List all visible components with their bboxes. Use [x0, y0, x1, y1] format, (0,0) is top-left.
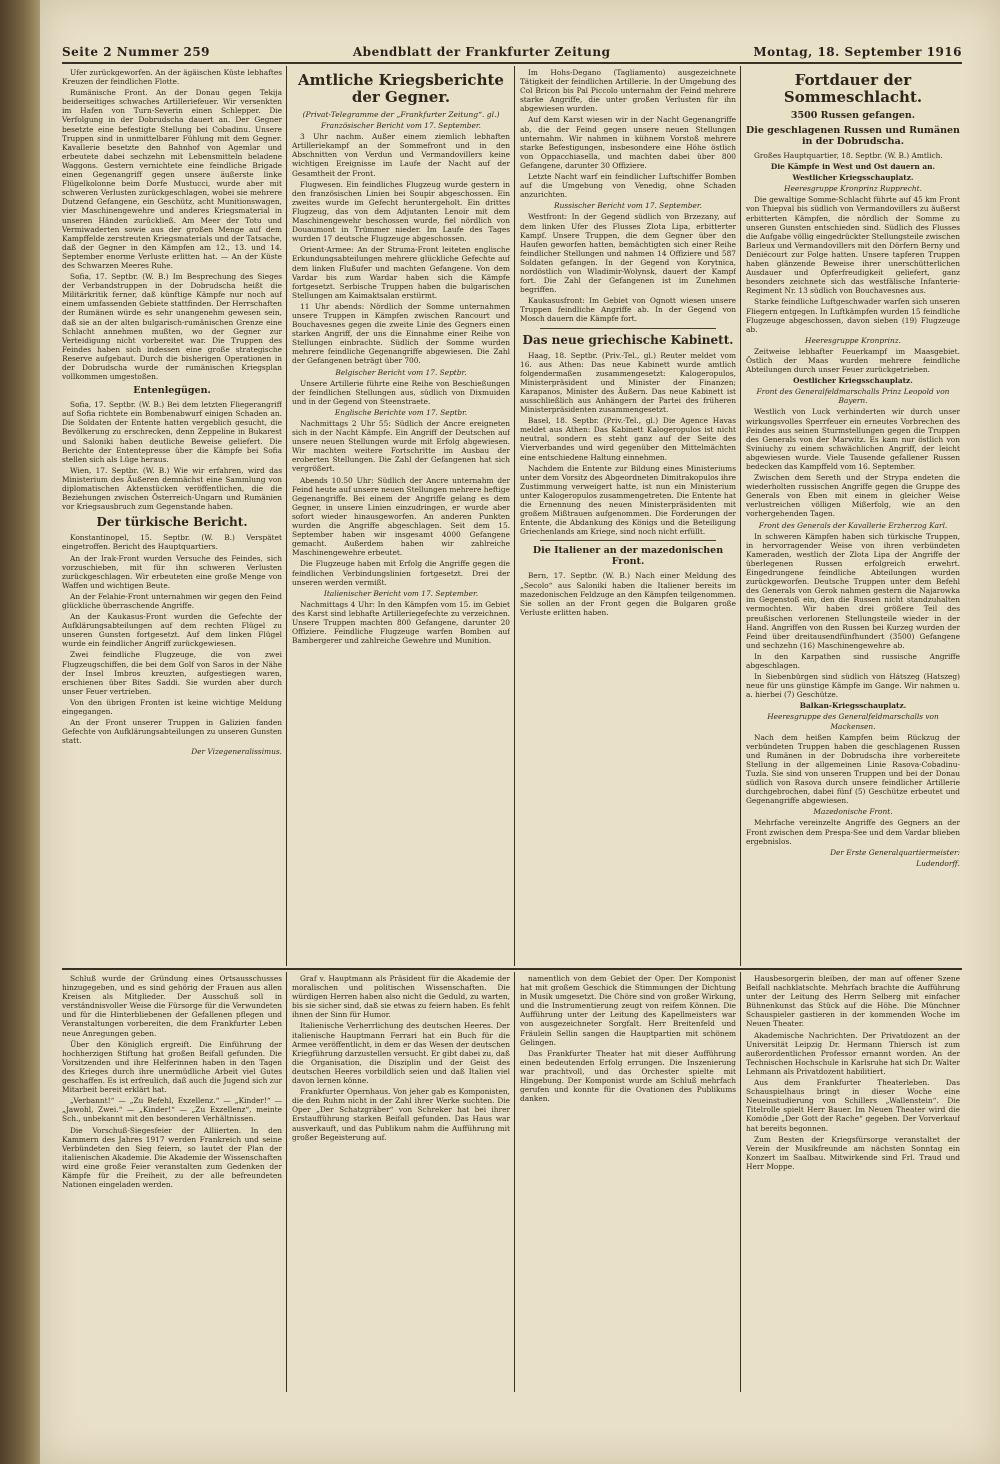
report-heading: Russischer Bericht vom 17. September. — [554, 201, 702, 211]
section-heading: Der türkische Bericht. — [96, 515, 248, 530]
article-paragraph: Haag, 18. Septbr. (Priv.-Tel., gl.) Reuter meldet vom 16. aus Athen: Das neue Kabinett wurde amtlich folgendermaßen zusammengesetzt: Kalogeropulos, Ministerpräsident und Minister der Finanzen; Karapanos, Minister des Äußern. Das neue Kabinett ist ausschließlich aus Anhängern der Partei des früheren Ministerpräsidenten zusammengesetzt. — [520, 350, 736, 415]
section-subheading: Die geschlagenen Russen und Rumänen in der Dobrudscha. — [746, 125, 960, 147]
article-paragraph: Mehrfache vereinzelte Angriffe des Gegners an der Front zwischen dem Prespa-See und dem Vardar blieben ergebnislos. — [746, 818, 960, 846]
article-paragraph: In den Karpathen sind russische Angriffe abgeschlagen. — [746, 651, 960, 670]
army-group-heading: Heeresgruppe des Generalfeldmarschalls von Mackensen. — [767, 712, 939, 731]
army-group-heading: Heeresgruppe Kronprinz Rupprecht. — [784, 184, 922, 194]
report-heading: Italienischer Bericht vom 17. September. — [323, 588, 479, 598]
column-rule-2 — [514, 66, 515, 966]
article-paragraph: Nachmittags 2 Uhr 55: Südlich der Ancre ereigneten sich in der Nacht Kämpfe. Ein Angriff der Deutschen auf unsere neuen Stellungen wurde mit Erfolg abgewiesen. Wir machten weitere Fortschritte im Ausbau der eroberten Stellungen. Die Zahl der Gefangenen hat sich vergrößert. — [292, 419, 510, 474]
masthead — [62, 40, 962, 64]
article-paragraph: Im Hohs-Degano (Tagliamento) ausgezeichnete Tätigkeit der feindlichen Artillerie. In der Umgebung des Col Bricon bis Pal Piccolo unternahm der Feind mehrere starke Angriffe, die unter großen Verlusten für ihn abgewiesen wurden. — [520, 68, 736, 114]
divider — [540, 328, 716, 329]
feuilleton-rule-2 — [514, 972, 515, 1392]
article-paragraph: Ufer zurückgeworfen. An der ägäischen Küste lebhaftes Kreuzen der feindlichen Flotte. — [62, 68, 282, 87]
feuilleton-rule-1 — [286, 972, 287, 1392]
newspaper-title: Abendblatt der Frankfurter Zeitung — [352, 45, 611, 59]
article-paragraph: Westlich von Luck verhinderten wir durch unser wirkungsvolles Sperrfeuer ein erneutes Vorbrechen des Feindes aus seinen Sturmstellungen gegen die Truppen des Generals von der Marwitz. Es kam nur östlich von Sviniuchy zu einem schwächlichen Angriff, der leicht abgewiesen wurde. Viele Tausende gefallener Russen bedecken das Kampffeld vom 16. September. — [746, 407, 960, 471]
article-paragraph: Zwischen dem Sereth und der Strypa endeten die wiederholten russischen Angriffe gegen die Gruppe des Generals von Eben mit einem in gleicher Weise verlustreichen völligen Mißerfolg, wie an den vorhergehenden Tagen. — [746, 473, 960, 519]
feuilleton-paragraph: „Verbannt!“ — „Zu Befehl, Exzellenz.“ — „Kinder!“ — „Jawohl, Zwei.“ — „Kinder!“ — „Zu Exzellenz“, meinte Sch., unbekannt mit den besonderen Verhältnissen. — [62, 1096, 282, 1124]
column-3 — [520, 68, 736, 966]
feuilleton-paragraph: Über den Königlich ergreift. Die Einführung der hochherzigen Stiftung hat großen Beifall gefunden. Die Vorsitzenden und ihre Helferinnen haben in den Tagen des Krieges durch ihre unermüdliche Arbeit viel Gutes geschaffen. Es ist erfreulich, daß auch die Jugend sich zur Mitarbeit bereit erklärt hat. — [62, 1039, 282, 1095]
feuilleton-column-3 — [520, 974, 736, 1392]
army-group-heading: Mazedonische Front. — [813, 807, 893, 817]
article-paragraph: Abends 10.50 Uhr: Südlich der Ancre unternahm der Feind heute auf unsere neuen Stellungen mehrere heftige Gegenangriffe. Bei einem der Angriffe gelang es dem Gegner, in unsere Linien einzudringen, er wurde aber sofort wieder hinausgeworfen. An anderen Punkten wurden die Angriffe abgeschlagen. Seit dem 15. September haben wir insgesamt 4000 Gefangene gemacht. Außerdem haben wir zahlreiche Maschinengewehre erbeutet. — [292, 475, 510, 558]
feuilleton-paragraph: Die Vorschuß-Siegesfeier der Alliierten. In den Kammern des Jahres 1917 werden Frankreich und seine Verbündeten den Sieg feiern, so lautet der Plan der italienischen Akademie. Die Akademie der Wissenschaften wird eine große Feier veranstalten zum Gedenken der Kämpfe für die Freiheit, zu der alle befreundeten Nationen eingeladen werden. — [62, 1125, 282, 1190]
article-paragraph: Konstantinopel, 15. Septbr. (W. B.) Verspätet eingetroffen. Bericht des Hauptquartiers. — [62, 533, 282, 552]
feuilleton-rule — [62, 968, 962, 970]
article-paragraph: An der Irak-Front wurden Versuche des Feindes, sich vorzuschieben, mit für ihn schweren Verlusten zurückgeschlagen. Wir erbeuteten eine große Menge von Waffen und wichtigen Beute. — [62, 553, 282, 590]
article-paragraph: In Siebenbürgen sind südlich von Hátszeg (Hatszeg) neue für uns günstige Kämpfe im Gange. Wir nahmen u. a. hierbei (7) Geschütze. — [746, 672, 960, 700]
article-paragraph: 3 Uhr nachm. Außer einem ziemlich lebhaften Artilleriekampf an der Sommefront und in den Abschnitten von Verdun und Vermandovillers keine wichtigen Ereignisse im Laufe der Nacht auf der Gesamtheit der Front. — [292, 132, 510, 178]
article-paragraph: Auf dem Karst wiesen wir in der Nacht Gegenangriffe ab, die der Feind gegen unsere neuen Stellungen unternahm. Wir nahmen in kühnem Vorstoß mehrere starke Befestigungen, insbesondere eine Höhe östlich von Oppacchiasella, und machten dabei über 800 Gefangene, darunter 30 Offiziere. — [520, 115, 736, 170]
column-1 — [62, 68, 282, 966]
feuilleton-paragraph: Graf v. Hauptmann als Präsident für die Akademie der moralischen und politischen Wissenschaften. Die würdigen Herren haben also nicht die Geduld, zu warten, bis sie sicher sind, daß sie etwas zu feiern haben. Es fehlt ihnen der Sinn für Humor. — [292, 974, 510, 1020]
theater-heading: Westlicher Kriegsschauplatz. — [792, 173, 914, 183]
section-subtitle: (Privat-Telegramme der „Frankfurter Zeitung“. gl.) — [302, 110, 500, 119]
article-paragraph: Orient-Armee: An der Struma-Front leiteten englische Erkundungsabteilungen mehrere glückliche Gefechte auf dem linken Flußufer und machten Gefangene. Von dem Vardar bis zum Wardar haben sich die Kämpfe fortgesetzt. Serbische Truppen haben die bulgarischen Stellungen am Kaimaktsalan erstürmt. — [292, 245, 510, 300]
column-rule-3 — [740, 66, 741, 966]
feuilleton-paragraph: Das Frankfurter Theater hat mit dieser Aufführung einen bedeutenden Erfolg errungen. Die Inszenierung war prachtvoll, und das Orchester spielte mit Hingebung. Der Komponist wurde am Schluß mehrfach gerufen und konnte für die Ovationen des Publikums danken. — [520, 1048, 736, 1104]
section-heading: Fortdauer der Sommeschlacht. — [783, 71, 923, 106]
army-group-heading: Front des Generals der Kavallerie Erzherzog Karl. — [758, 520, 948, 530]
article-paragraph: Die gewaltige Somme-Schlacht führte auf 45 km Front von Thiepval bis südlich von Vermandovillers zu äußerst erbitterten Kämpfen, die nördlich der Somme zu unseren Gunsten entschieden sind. Südlich des Flusses die Aufgabe völlig eingedrückter Stellungsteile zwischen Barleux und Vermandovillers mit den Dörfern Berny und Deniécourt zur Folge hatten. Unsere tapferen Truppen haben glänzende Beweise ihrer unerschütterlichen Ausdauer und Opferfreudigkeit geliefert, ganz besonders zeichnete sich das westfälische Infanterie-Regiment Nr. 13 südlich von Bouchavesnes aus. — [746, 195, 960, 296]
column-rule-1 — [286, 66, 287, 966]
feuilleton-paragraph: Hausbesorgerin bleiben, der man auf offener Szene Beifall nachklatschte. Mehrfach brachte die Aufführung unter der Leitung des Herrn Selberg mit einfacher Bühnenkunst das Stück auf die Höhe. Die Münchner Schauspieler gastieren in der kommenden Woche im Neuen Theater. — [746, 974, 960, 1029]
article-paragraph: Großes Hauptquartier, 18. Septbr. (W. B.) Amtlich. — [754, 151, 943, 160]
article-paragraph: Die Flugzeuge haben mit Erfolg die Angriffe gegen die feindlichen Verbindungslinien fortgesetzt. Drei der unseren werden vermißt. — [292, 559, 510, 587]
article-paragraph: Starke feindliche Luftgeschwader warfen sich unseren Fliegern entgegen. In Luftkämpfen wurden 15 feindliche Flugzeuge abgeschossen, davon sieben (19) Flugzeuge ab. — [746, 297, 960, 334]
report-heading: Englische Berichte vom 17. Septbr. — [334, 407, 468, 417]
feuilleton-paragraph: Frankfurter Opernhaus. Von jeher gab es Komponisten, die den Ruhm nicht in der Zahl ihrer Werke suchten. Die Oper „Der Schatzgräber“ von Schreker hat bei ihrer Erstaufführung starken Beifall gefunden. Das Haus war ausverkauft, und das Publikum nahm die Aufführung mit großer Begeisterung auf. — [292, 1087, 510, 1142]
article-paragraph: Nach dem heißen Kampfen beim Rückzug der verbündeten Truppen haben die geschlagenen Russen und Rumänen in der Dobrudscha ihre vorbereitete Stellung in der allgemeinen Linie Rasova-Cobadinu-Tuzla. Sie sind von unseren Truppen und bei der Donau südlich von Rasova durch unsere feindlicher Artillerie durchgebrochen, dabei fünf (5) Geschütze erbeutet und Gegenangriffe abgewiesen. — [746, 732, 960, 806]
article-paragraph: Rumänische Front. An der Donau gegen Tekija beiderseitiges schwaches Artilleriefeuer. Wir versenkten im Hafen von Turn-Severin einen Schlepper. Die Verfolgung in der Dobrudscha dauert an. Der Gegner besetzte eine befestigte Stellung bei Cobadinu. Unsere Truppen sind in unmittelbarer Fühlung mit dem Gegner. Kavallerie besetzte den Bahnhof von Agemlar und erbeutete dabei sechzehn mit Lebensmitteln beladene Waggons. Gestern vernichtete eine feindliche Brigade einen Gegenangriff gegen unsere äußerste linke Flügelkolonne beim Dorfe Mustucci, wurde aber mit schweren Verlusten zurückgeschlagen, wobei sie mehrere Dutzend Gefangene, ein Geschütz, acht Munitionswagen, vier Maschinengewehre und anderes Kriegsmaterial in unseren Händen zurückließ. Am Meer der Totu und Vermiwaderten sowie aus der großen Menge auf dem Kampffelde zerstreuten Kriegsmaterials und der Tatsache, daß der Gegner in den Kämpfen am 12., 13. und 14. September enorme Verluste erlitten hat. — An der Küste des Schwarzen Meeres Ruhe. — [62, 88, 282, 270]
feuilleton-column-2 — [292, 974, 510, 1392]
feuilleton-paragraph: Zum Besten der Kriegsfürsorge veranstaltet der Verein der Musikfreunde am nächsten Sonntag ein Konzert im Saalbau. Mitwirkende sind Frl. Traud und Herr Moppe. — [746, 1134, 960, 1171]
feuilleton-paragraph: Schluß wurde der Gründung eines Ortsausschusses hinzugegeben, und es sind gehörig der Frauen aus allen Kreisen als Mitglieder. Der Ausschuß soll in verständnisvoller Weise die Fürsorge für die Verwundeten und für die Hinterbliebenen der Gefallenen pflegen und Veranstaltungen vorbereiten, die dem Frankfurter Leben neue Anregungen geben. — [62, 974, 282, 1038]
article-paragraph: Flugwesen. Ein feindliches Flugzeug wurde gestern in den französischen Linien bei Soupir abgeschossen. Ein zweites wurde im Gefecht heruntergeholt. Ein drittes Flugzeug, das von dem Adjutanten Lenoir mit dem Maschinengewehr beschossen wurde, fiel nördlich von Douaumont in Trümmer nieder. Im Laufe des Tages wurden 17 deutsche Flugzeuge abgeschossen. — [292, 179, 510, 244]
army-group-heading: Heeresgruppe Kronprinz. — [805, 335, 901, 345]
section-subheading: 3500 Russen gefangen. — [790, 110, 916, 121]
article-paragraph: Sofia, 17. Septbr. (W. B.) Bei dem letzten Fliegerangriff auf Sofia richtete ein Bombenabwurf einigen Schaden an. Die Soldaten der Entente hatten vergeblich gesucht, die Bevölkerung zu erschrecken, denn Zeppeline in Bukarest und Saloniki haben deutliche Beweise geliefert. Die Berichte der Ententepresse über die Kämpfe bei Sofia stellen sich als Lüge heraus. — [62, 400, 282, 464]
feuilleton-paragraph: Aus dem Frankfurter Theaterleben. Das Schauspielhaus bringt in dieser Woche eine Neueinstudierung von Schillers „Wallenstein“. Die Titelrolle spielt Herr Bauer. Im Neuen Theater wird die Komödie „Der Gott der Rache“ gegeben. Der Vorverkauf hat bereits begonnen. — [746, 1078, 960, 1133]
article-paragraph: Die Kämpfe in West und Ost dauern an. — [770, 162, 936, 172]
report-heading: Belgischer Bericht vom 17. Septbr. — [335, 367, 467, 377]
article-paragraph: Von den übrigen Fronten ist keine wichtige Meldung eingegangen. — [62, 697, 282, 716]
divider — [540, 540, 716, 541]
feuilleton-column-4 — [746, 974, 960, 1392]
column-2 — [292, 68, 510, 966]
column-4 — [746, 68, 960, 966]
article-paragraph: Nachmittags 4 Uhr: In den Kämpfen vom 15. im Gebiet des Karst sind lebhafte Artilleriegefechte zu verzeichnen. Unsere Truppen machten 800 Gefangene, darunter 20 Offiziere. Feindliche Flugzeuge warfen Bomben auf Bambergerer und zahlreiche Gewehre und Munition. — [292, 599, 510, 646]
article-paragraph: Bern, 17. Septbr. (W. B.) Nach einer Meldung des „Secolo“ aus Saloniki haben die Italiener bereits im mazedonischen Feldzuge an den Kämpfen teilgenommen. Sie sollen an der Front gegen die Bulgaren große Verluste erlitten haben. — [520, 571, 736, 617]
article-paragraph: Letzte Nacht warf ein feindlicher Luftschiffer Bomben auf die Umgebung von Venedig, ohne Schaden anzurichten. — [520, 172, 736, 200]
article-paragraph: Wien, 17. Septbr. (W. B.) Wie wir erfahren, wird das Ministerium des Äußeren demnächst eine Sammlung von diplomatischen Aktenstücken veröffentlichen, die die Beziehungen zwischen Österreich-Ungarn und Rumänien vor Kriegsausbruch zum Gegenstande haben. — [62, 465, 282, 512]
section-heading: Die Italiener an der mazedonischen Front. — [532, 545, 724, 568]
report-heading: Französischer Bericht vom 17. September. — [321, 121, 481, 131]
article-paragraph: An der Felahie-Front unternahmen wir gegen den Feind glückliche überraschende Angriffe. — [62, 591, 282, 610]
book-binding — [0, 0, 40, 1464]
signature: Der Vizegeneralissimus. — [191, 747, 282, 757]
article-paragraph: An der Kaukasus-Front wurden die Gefechte der Aufklärungsabteilungen auf dem rechten Flügel zu unseren Gunsten fortgesetzt. Auf dem linken Flügel wurde ein feindlicher Angriff zurückgewiesen. — [62, 612, 282, 649]
signature-title: Der Erste Generalquartiermeister: — [830, 847, 960, 857]
signature: Ludendorff. — [916, 858, 960, 868]
article-paragraph: Unsere Artillerie führte eine Reihe von Beschießungen der feindlichen Stellungen aus, südlich von Dixmuiden und in der Gegend von Steenstraete. — [292, 378, 510, 406]
army-group-heading: Front des Generalfeldmarschalls Prinz Leopold von Bayern. — [756, 387, 950, 406]
section-heading: Amtliche Kriegsberichte der Gegner. — [298, 71, 504, 106]
article-paragraph: An der Front unserer Truppen in Galizien fanden Gefechte von Aufklärungsabteilungen zu unseren Gunsten statt. — [62, 718, 282, 746]
section-heading: Das neue griechische Kabinett. — [522, 332, 734, 347]
feuilleton-rule-3 — [740, 972, 741, 1392]
article-paragraph: 11 Uhr abends: Nördlich der Somme unternahmen unsere Truppen in Kämpfen zwischen Rancourt und Bouchavesnes gegen die zweite Linie des Gegners einen starken Angriff, der uns die Einnahme einer Reihe von Stellungen einbrachte. Südlich der Somme wurden mehrere feindliche Gegenangriffe abgewiesen. Die Zahl der Gefangenen beträgt über 700. — [292, 301, 510, 366]
article-paragraph: Sofia, 17. Septbr. (W. B.) Im Besprechung des Sieges der Verbandstruppen in der Dobrudscha heißt die Militärkritik ferner, daß künftige Kämpfe nur noch auf einem umfassenden Gebiete stattfinden. Der Herrschaften der Rumänen würde es sehr unangenehm gewesen sein, daß sie an der alten bulgarisch-rumänischen Grenze eine Schlacht annehmen mußten, wo der Gegner zur Verteidigung nicht vorbereitet war. Die Truppen des Feindes haben sich indessen eine große strategische Reserve aufgebaut. Durch die bisherigen Operationen in der Dobrudscha wurde der rumänischen Kriegsplan vollkommen umgestoßen. — [62, 272, 282, 382]
article-paragraph: Kaukasusfront: Im Gebiet von Ognott wiesen unsere Truppen feindliche Angriffe ab. In der Gegend von Mosch dauern die Kämpfe fort. — [520, 296, 736, 324]
article-paragraph: Westfront: In der Gegend südlich von Brzezany, auf dem linken Ufer des Flusses Zlota Lipa, erbitterter Kampf. Unsere Truppen, die dem Gegner über den Haufen geworfen hatten, bemächtigten sich einer Reihe feindlicher Stellungen und nahmen 14 Offiziere und 587 Soldaten gefangen. In der Gegend von Korytnica, nordöstlich von Wladimir-Wolynsk, dauert der Kampf fort. Die Zahl der Gefangenen ist im Zunehmen begriffen. — [520, 212, 736, 295]
feuilleton-column-1 — [62, 974, 282, 1392]
page-number: Seite 2 Nummer 259 — [62, 45, 211, 59]
theater-heading: Balkan-Kriegsschauplatz. — [799, 701, 907, 711]
header-rule — [62, 62, 962, 64]
theater-heading: Oestlicher Kriegsschauplatz. — [793, 376, 913, 386]
feuilleton-paragraph: Akademische Nachrichten. Der Privatdozent an der Universität Leipzig Dr. Hermann Thiersch ist zum außerordentlichen Professor ernannt worden. An der Technischen Hochschule in Karlsruhe hat sich Dr. Walter Lehmann als Privatdozent habilitiert. — [746, 1030, 960, 1076]
feuilleton-paragraph: namentlich von dem Gebiet der Oper. Der Komponist hat mit großem Geschick die Stimmungen der Dichtung in Musik umgesetzt. Die Chöre sind von großer Wirkung, und die Instrumentierung zeugt von reifem Können. Die Aufführung unter der Leitung des Kapellmeisters war von ausgezeichneter Sorgfalt. Herr Breitenfeld und Fräulein Sellin sangen die Hauptpartien mit schönem Gelingen. — [520, 974, 736, 1047]
article-paragraph: Basel, 18. Septbr. (Priv.-Tel., gl.) Die Agence Havas meldet aus Athen: Das Kabinett Kalogeropulos ist nicht neutral, sondern es steht ganz auf der Seite des Vierverbandes und wird gegenüber den Mittelmächten eine entschiedene Haltung einnehmen. — [520, 416, 736, 462]
feuilleton-paragraph: Italienische Verherrlichung des deutschen Heeres. Der italienische Hauptmann Ferrari hat ein Buch für die Armee veröffentlicht, in dem er das Wesen der deutschen Kriegführung darzustellen versucht. Er gibt dabei zu, daß die Organisation, die Disziplin und der Geist des deutschen Heeres vorbildlich seien und daß Italien viel davon lernen könne. — [292, 1021, 510, 1086]
article-paragraph: Zeitweise lebhafter Feuerkampf im Maasgebiet. Östlich der Maas wurden mehrere feindliche Abteilungen durch unser Feuer zurückgetrieben. — [746, 346, 960, 375]
article-paragraph: Nachdem die Entente zur Bildung eines Ministeriums unter dem Vorsitz des Abgeordneten Dimitrakopulos ihre Zustimmung verweigert hatte, ist nun ein Ministerium unter Kalogeropulos zusammengetreten. Die Entente hat die Ernennung des neuen Ministerpräsidenten mit großem Mißtrauen aufgenommen. Die Forderungen der Entente, die Abdankung des Königs und die Beteiligung Griechenlands am Kriege, sind noch nicht erfüllt. — [520, 463, 736, 537]
section-heading: Entenlegügen. — [133, 385, 211, 397]
article-paragraph: In schweren Kämpfen haben sich türkische Truppen, in hervorragender Weise von ihren verbündeten Kameraden, westlich der Zlota Lipa der Angriffe der überlegenen Russen erfolgreich erwehrt. Eingedrungene feindliche Abteilungen wurden zurückgeworfen. Deutsche Truppen unter dem Befehl des Generals von Gerok nahmen gestern die Najarowka im Gegenstoß ein, den die Russen nicht standzuhalten vermochten. Wir haben drei größere Teil des preußischen verlorenen Stellungsteile wieder in der Hand. Angriffen von den Russen bei Kurzeg wurden der Feind über dreitausendfünfhundert (3500) Gefangene und sechzehn (16) Maschinengewehre ab. — [746, 531, 960, 650]
article-paragraph: Zwei feindliche Flugzeuge, die von zwei Flugzeugschiffen, die bei dem Golf von Saros in der Nähe der Insel Imbros kreuzten, aufgestiegen waren, erschienen über Bites Saddi. Sie wurden aber durch unser Feuer vertrieben. — [62, 650, 282, 696]
issue-date: Montag, 18. September 1916 — [753, 45, 962, 59]
